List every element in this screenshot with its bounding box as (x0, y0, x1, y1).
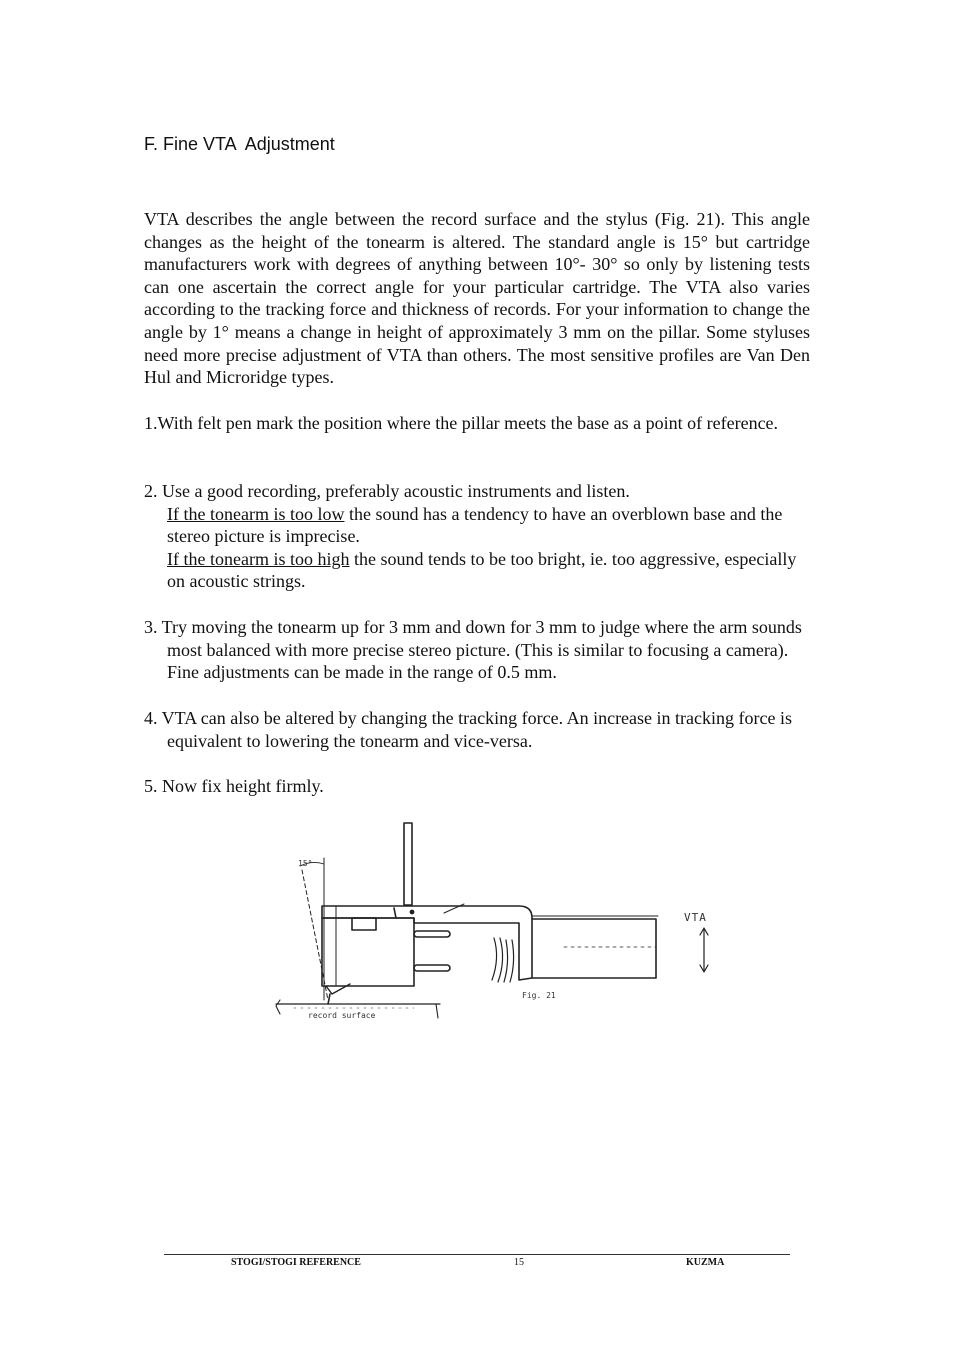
step-2 (144, 480, 810, 593)
step-5-text: 5. Now fix height firmly. (144, 776, 324, 796)
page-number: 15 (514, 1257, 524, 1268)
record-surface-label: record surface (308, 1011, 376, 1020)
step-1 (144, 412, 810, 435)
vta-label: VTA (684, 911, 707, 924)
step-3-text: 3. Try moving the tonearm up for 3 mm and down for 3 mm to judge where the arm sounds most balanced with more precise stereo picture. (This is similar to focusing a camera). Fine adjustments can be made in the range of 0.5 mm. (144, 617, 802, 683)
tonearm-diagram (264, 818, 724, 1033)
step-2-high-note (144, 548, 810, 593)
section-heading: F. Fine VTA Adjustment (144, 134, 335, 154)
too-low-text: the sound has a tendency to have an overblown base and the stereo picture is imprecise. (167, 503, 783, 547)
footer-divider (164, 1254, 790, 1255)
vta-figure (264, 818, 724, 1033)
angle-label: 15° (298, 859, 313, 868)
step-4-text: 4. VTA can also be altered by changing the tracking force. An increase in tracking force is equivalent to lowering the tonearm and vice-versa. (144, 708, 792, 751)
step-5 (144, 775, 810, 798)
footer-product: STOGI/STOGI REFERENCE (231, 1257, 361, 1268)
too-high-label: If the tonearm is too high (167, 548, 350, 569)
step-4 (144, 707, 810, 752)
too-high-text: the sound tends to be too bright, ie. too aggressive, especially on acoustic strings. (167, 548, 797, 592)
headshell-shape (322, 906, 532, 980)
step-1-text: 1.With felt pen mark the position where the pillar meets the base as a point of reference. (144, 413, 779, 433)
figure-caption: Fig. 21 (522, 991, 556, 1000)
step-3 (144, 616, 810, 684)
step-2-text: 2. Use a good recording, preferably acoustic instruments and listen. (144, 481, 630, 501)
too-low-label: If the tonearm is too low (167, 503, 345, 524)
intro-paragraph: VTA describes the angle between the record surface and the stylus (Fig. 21). This angle changes as the height of the tonearm is altered. The standard angle is 15° but cartridge manufacturers work with degrees of anything between 10°- 30° so only by listening tests can one ascertain the correct angle for your particular cartridge. The VTA also varies according to the tracking force and thickness of records. For your information to change the angle by 1° means a change in height of approximately 3 mm on the pillar. Some styluses need more precise adjustment of VTA than others. The most sensitive profiles are Van Den Hul and Microridge types. (144, 209, 810, 388)
step-2-low-note (144, 503, 810, 548)
footer-brand: KUZMA (686, 1257, 725, 1268)
pillar-shape (404, 823, 412, 905)
arm-tube (532, 919, 656, 978)
